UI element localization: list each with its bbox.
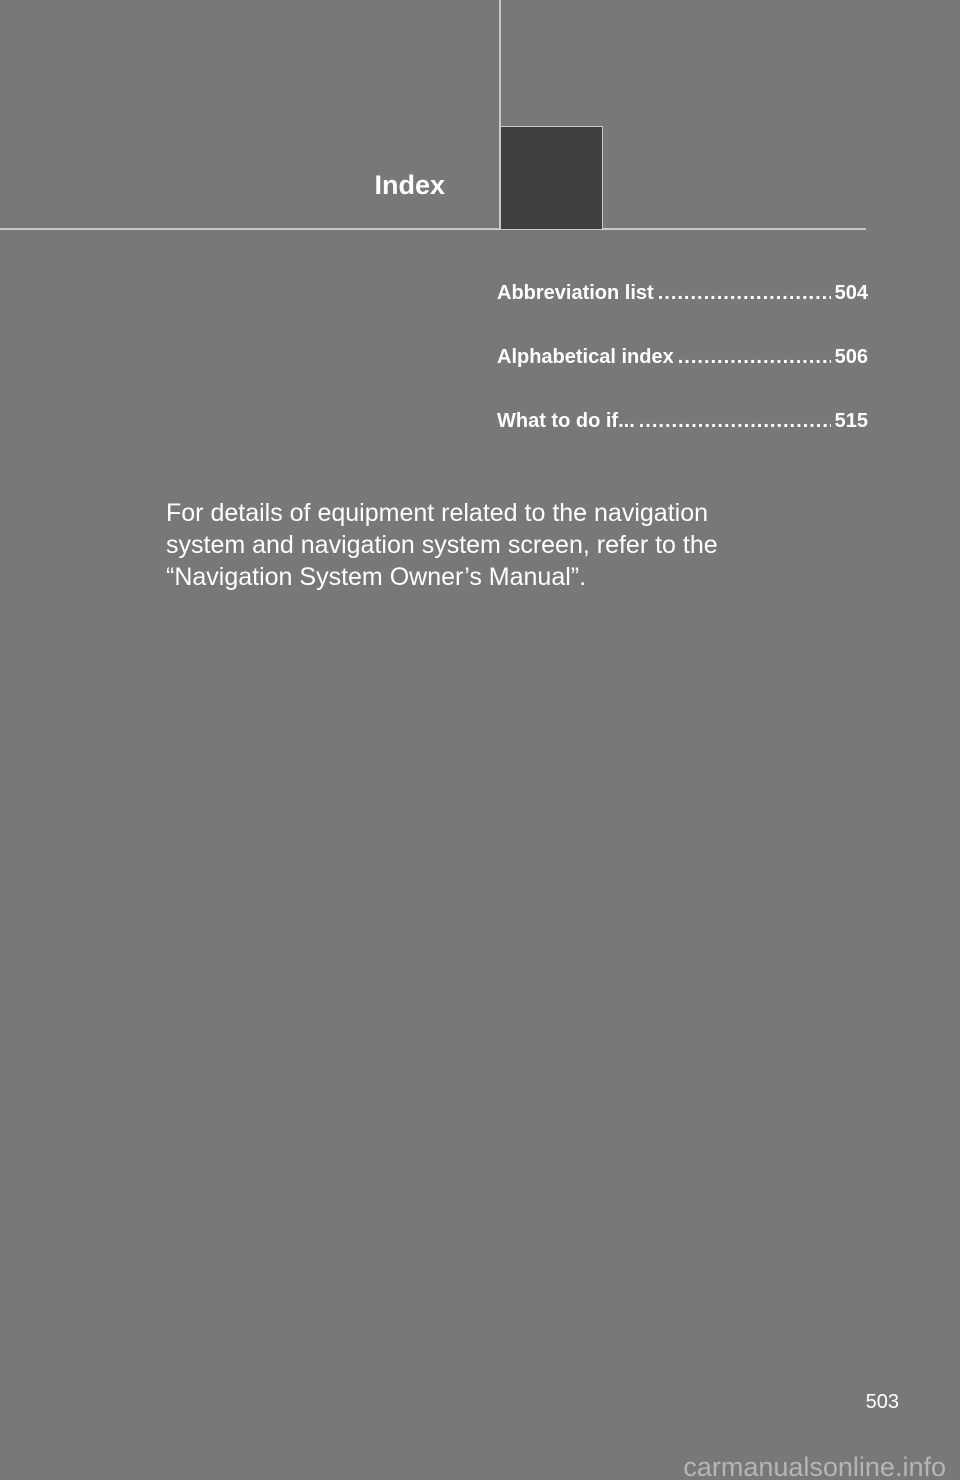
toc-entry-page: 504 [834, 282, 868, 304]
toc-entry-what-to-do-if[interactable] [497, 407, 868, 471]
toc-entry-alphabetical-index[interactable] [497, 343, 868, 407]
toc-entry-page: 515 [834, 410, 868, 432]
section-title: Index [374, 170, 445, 200]
toc-dot-leader [678, 343, 831, 371]
watermark-text: carmanualsonline.info [683, 1452, 946, 1482]
note-line: “Navigation System Owner’s Manual”. [166, 563, 587, 591]
toc-entry-label: Abbreviation list [497, 282, 654, 304]
toc-dot-leader [658, 279, 831, 307]
note-line: For details of equipment related to the navigation [166, 499, 709, 527]
toc-entry-abbreviation-list[interactable] [497, 279, 868, 343]
header-rule [0, 228, 866, 230]
navigation-note [166, 497, 806, 593]
toc-entry-label: Alphabetical index [497, 346, 674, 368]
table-of-contents [497, 279, 868, 471]
note-line: system and navigation system screen, refer to the [166, 531, 718, 559]
toc-dot-leader [639, 407, 831, 435]
page-number: 503 [865, 1391, 899, 1413]
section-tab-block [501, 126, 603, 229]
toc-entry-label: What to do if... [497, 410, 635, 432]
toc-entry-page: 506 [834, 346, 868, 368]
